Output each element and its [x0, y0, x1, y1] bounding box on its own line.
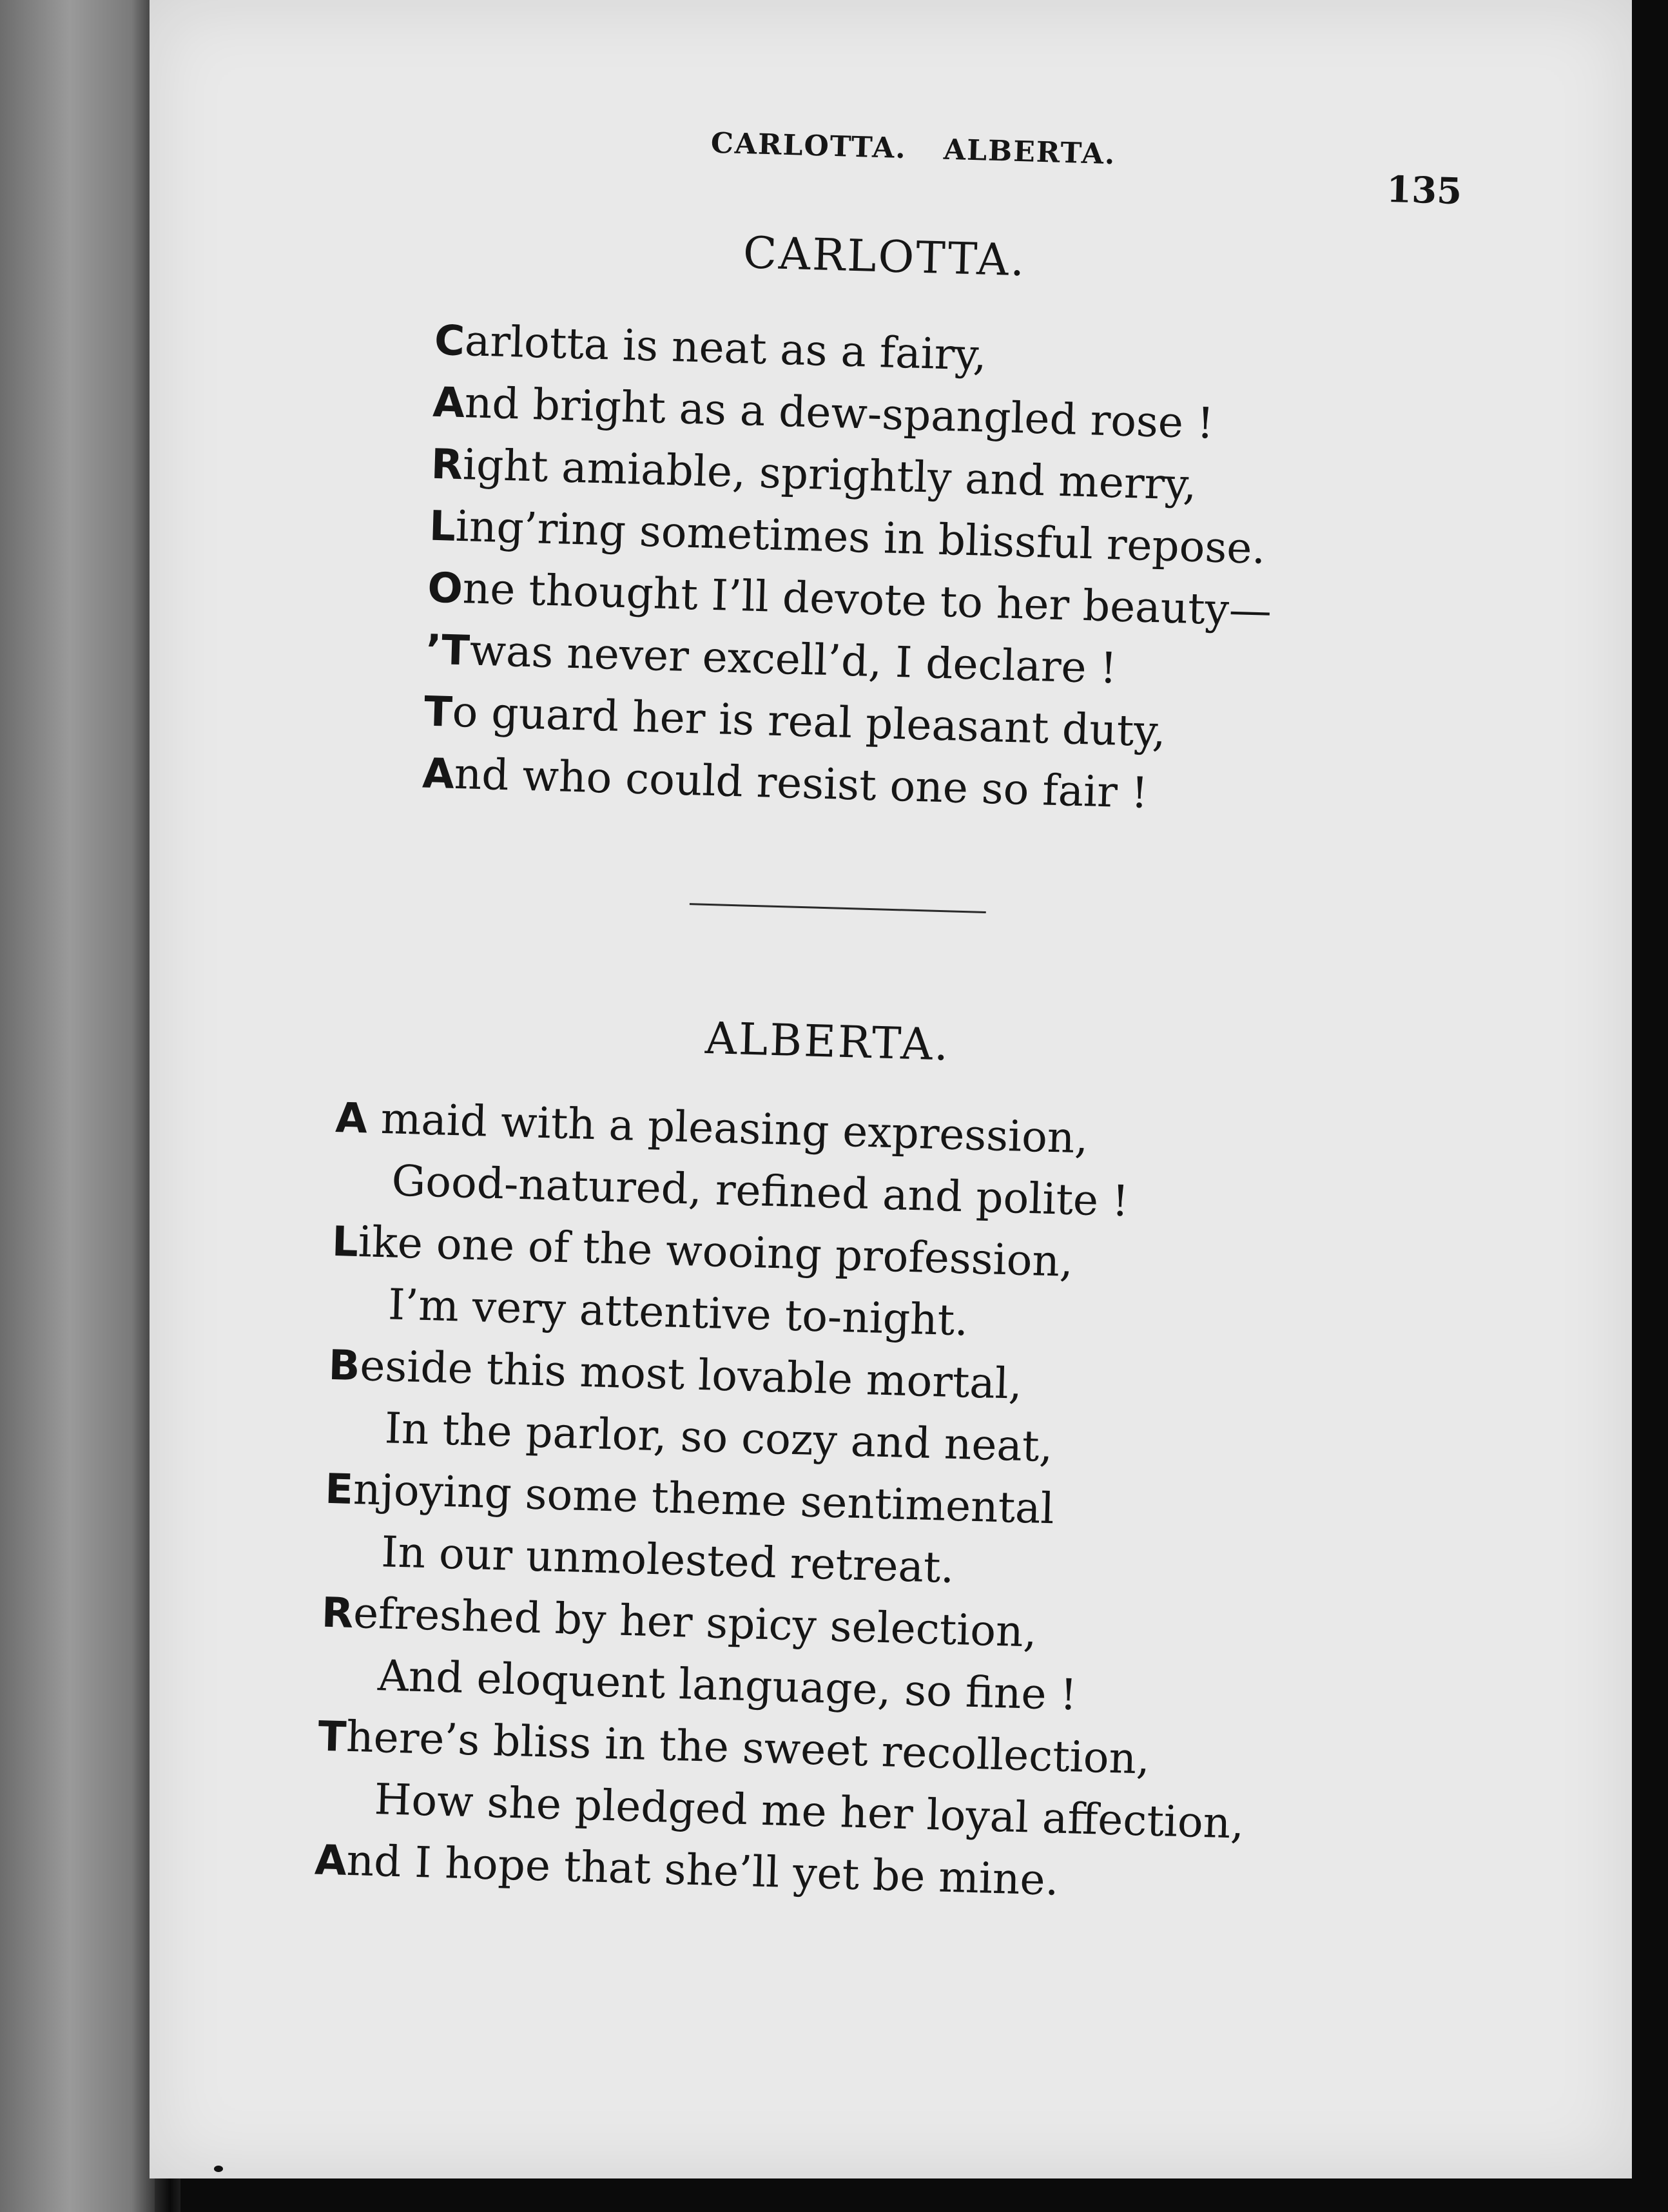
poem-line-text: o guard her is real pleasant duty, [451, 686, 1167, 757]
acrostic-initial: C [434, 316, 466, 366]
poem-line-text: ike one of the wooing profession, [357, 1217, 1074, 1286]
print-speck [214, 2166, 223, 2172]
poem-line-text: here’s bliss in the sweet recollection, [345, 1711, 1151, 1784]
page-number: 135 [1386, 168, 1463, 213]
poem-line-text: ne thought I’ll devote to her beauty— [461, 563, 1272, 636]
acrostic-initial: T [317, 1712, 347, 1761]
poem-line-text: I’m very attentive to-night. [387, 1279, 969, 1346]
acrostic-initial: R [320, 1589, 354, 1638]
poem-line-text: nd who could resist one so fair ! [453, 748, 1149, 818]
poem-line-text: ing’ring sometimes in blissful repose. [454, 501, 1266, 574]
poem-line-text: In our unmolested retreat. [380, 1527, 955, 1593]
section-divider [690, 903, 986, 913]
acrostic-initial: ’T [425, 626, 470, 675]
poem-line-text: nd I hope that she’ll yet be mine. [345, 1835, 1060, 1905]
book-page [150, 0, 1632, 2178]
poem-line-text: How she pledged me her loyal affection, [373, 1774, 1245, 1848]
poem-line-text: And eloquent language, so fine ! [377, 1651, 1078, 1720]
page-content [119, 0, 1662, 2198]
poem-line-text: ight amiable, sprightly and merry, [462, 440, 1198, 510]
acrostic-initial: R [430, 440, 464, 490]
running-head-right: ALBERTA. [943, 133, 1117, 171]
poem-carlotta [422, 309, 1279, 828]
acrostic-initial: A [432, 378, 466, 428]
poem-line-text: In the parlor, so cozy and neat, [383, 1403, 1054, 1472]
acrostic-initial: A [422, 750, 455, 799]
acrostic-initial: E [324, 1465, 354, 1514]
acrostic-initial: L [331, 1218, 359, 1267]
poem-line-text: was never excell’d, I declare ! [469, 625, 1118, 694]
poem-line-text: Good-natured, refined and polite ! [391, 1156, 1130, 1227]
poem-line-text: maid with a pleasing expression, [366, 1093, 1089, 1163]
poem-line-text: njoying some theme sentimental [352, 1464, 1055, 1534]
poem-title-alberta: ALBERTA. [704, 1013, 951, 1071]
poem-line-text: eside this most lovable mortal, [359, 1341, 1023, 1409]
poem-line-text: arlotta is neat as a fairy, [464, 316, 987, 380]
acrostic-initial: A [335, 1094, 368, 1143]
poem-title-carlotta: CARLOTTA. [742, 228, 1027, 287]
running-head [710, 127, 1116, 171]
poem-line-text: efreshed by her spicy selection, [353, 1588, 1038, 1657]
poem-line-text: nd bright as a dew-spangled rose ! [463, 378, 1215, 449]
acrostic-initial: B [327, 1341, 361, 1391]
running-head-left: CARLOTTA. [710, 126, 907, 166]
acrostic-initial: A [314, 1836, 347, 1885]
acrostic-initial: O [427, 564, 463, 614]
acrostic-initial: T [423, 688, 453, 737]
poem-alberta [314, 1087, 1264, 1917]
acrostic-initial: L [429, 502, 456, 551]
